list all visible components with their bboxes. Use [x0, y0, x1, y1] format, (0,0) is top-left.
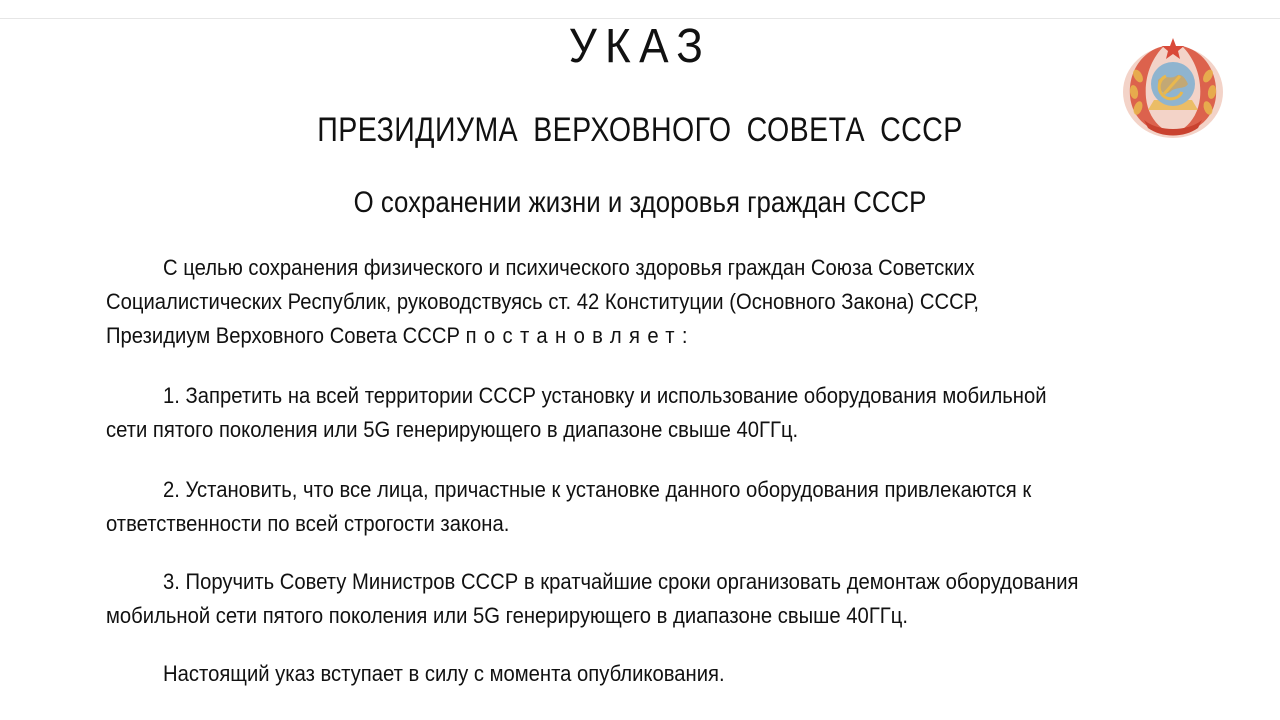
decree-item-3	[106, 565, 1100, 633]
decree-item-1	[106, 379, 1100, 447]
top-divider	[0, 18, 1280, 19]
decree-item-2	[106, 473, 1100, 541]
document-heading: О сохранении жизни и здоровья граждан СССР	[353, 186, 927, 219]
item-line: ответственности по всей строгости закона.	[106, 511, 510, 536]
item-line: сети пятого поколения или 5G генерирующего в диапазоне свыше 40ГГц.	[106, 417, 799, 442]
closing-paragraph	[106, 657, 1100, 691]
item-line: 2. Установить, что все лица, причастные к установке данного оборудования привлекаются к	[163, 477, 1032, 502]
preamble-line	[106, 319, 1100, 353]
preamble-line: С целью сохранения физического и психического здоровья граждан Союза Советских	[163, 255, 975, 280]
item-line: 1. Запретить на всей территории СССР установку и использование оборудования мобильной	[163, 383, 1047, 408]
preamble-line: Социалистических Республик, руководствуясь ст. 42 Конституции (Основного Закона) СССР,	[106, 289, 980, 314]
preamble-line-start: Президиум Верховного Совета СССР	[106, 323, 460, 348]
document-subtitle: ПРЕЗИДИУМА ВЕРХОВНОГО СОВЕТА СССР	[317, 111, 963, 149]
closing-line: Настоящий указ вступает в силу с момента опубликования.	[163, 661, 725, 686]
item-line: мобильной сети пятого поколения или 5G генерирующего в диапазоне свыше 40ГГц.	[106, 603, 908, 628]
soviet-state-emblem-icon	[1118, 36, 1228, 140]
resolves-word: постановляет:	[465, 323, 695, 348]
document-title: УКАЗ	[568, 20, 712, 73]
item-line: 3. Поручить Совету Министров СССР в кратчайшие сроки организовать демонтаж оборудования	[163, 569, 1079, 594]
preamble-paragraph	[106, 251, 1100, 353]
